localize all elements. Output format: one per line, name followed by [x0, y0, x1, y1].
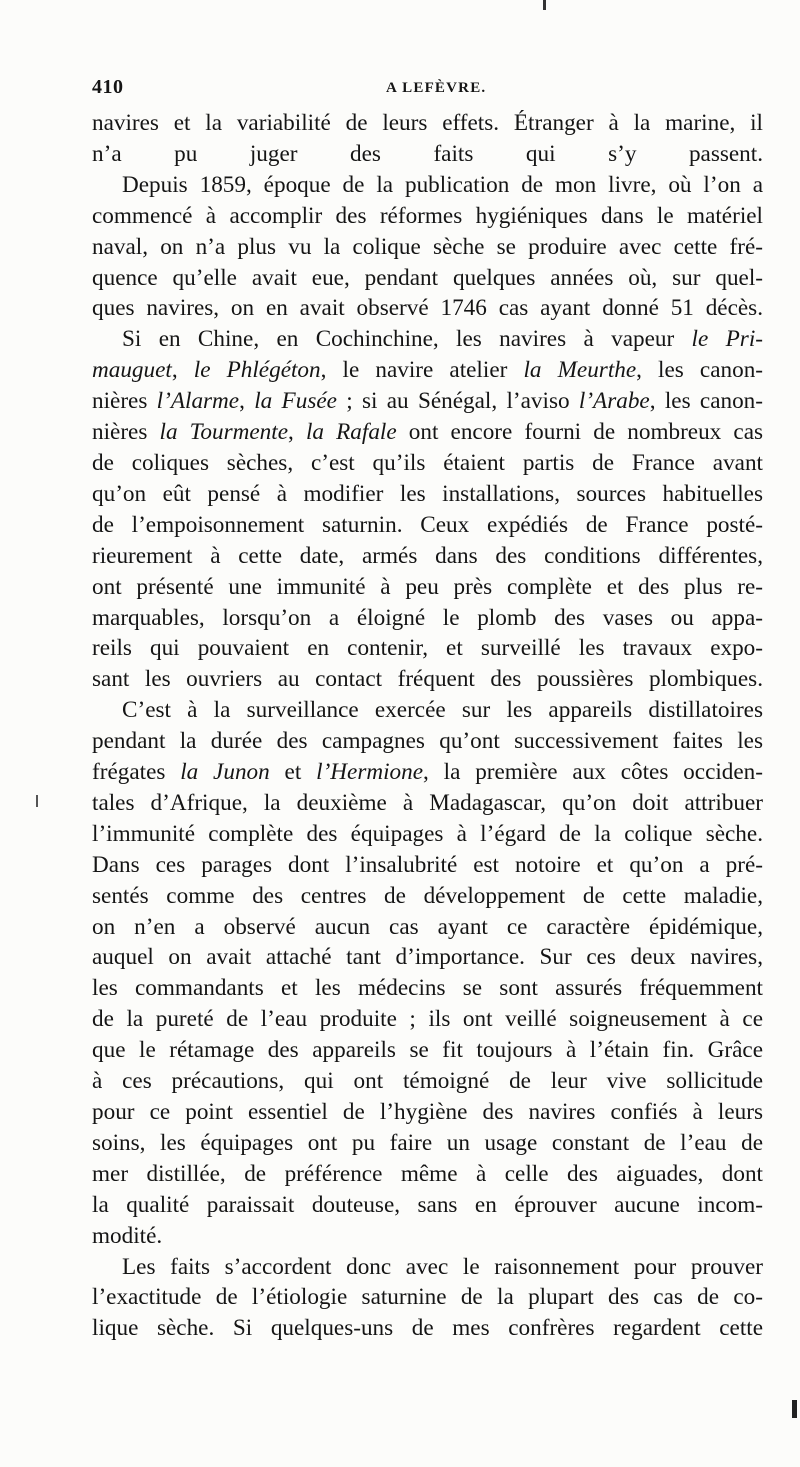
text-line [92, 603, 763, 634]
text-line [92, 479, 763, 510]
text-segment: Dans ces parages dont l’insalubrité est notoire et qu’on a pré- [92, 851, 763, 878]
text-line [92, 850, 763, 881]
text-segment: on n’en a observé aucun cas ayant ce caractère épidémique, [92, 913, 763, 940]
text-segment: reils qui pouvaient en contenir, et surveillé les travaux expo- [92, 635, 763, 662]
text-line [92, 263, 763, 294]
text-segment: sant les ouvriers au contact fréquent des poussières plombiques. [92, 666, 763, 693]
text-line [92, 757, 763, 788]
text-line [92, 819, 763, 850]
text-line [92, 170, 763, 201]
text-line [92, 1097, 763, 1128]
text-line [92, 1282, 763, 1313]
corner-mark [792, 1400, 797, 1418]
italic-ship-name: mauguet [92, 357, 172, 384]
text-segment: la qualité paraissait douteuse, sans en éprouver aucune incom- [92, 1191, 763, 1218]
text-segment: , [171, 357, 194, 384]
text-segment: soins, les équipages ont pu faire un usage constant de l’eau de [92, 1129, 763, 1156]
italic-ship-name: la Meurthe [523, 357, 637, 384]
text-line [92, 324, 763, 355]
text-segment: , [239, 388, 255, 415]
text-segment: modité. [92, 1222, 163, 1249]
text-line [92, 572, 763, 603]
text-line [92, 881, 763, 912]
page-edge-mark [543, 0, 546, 10]
text-segment: l’exactitude de l’étiologie saturnine de la plupart des cas de co- [92, 1284, 763, 1311]
text-segment: lique sèche. Si quelques-uns de mes confrères regardent cette [92, 1315, 763, 1342]
body-text [92, 108, 763, 1344]
text-segment: Depuis 1859, époque de la publication de mon livre, où l’on a [122, 171, 763, 198]
text-line [92, 108, 763, 139]
italic-ship-name: l’Arabe [578, 388, 650, 415]
text-line [92, 1004, 763, 1035]
italic-ship-name: la Rafale [305, 419, 397, 446]
text-line [92, 1221, 763, 1252]
text-line [92, 355, 763, 386]
text-line [92, 726, 763, 757]
text-segment: commencé à accomplir des réformes hygiéniques dans le matériel [92, 202, 763, 229]
page-header [92, 76, 754, 102]
text-segment: C’est à la surveillance exercée sur les appareils distillatoires [122, 697, 763, 724]
text-segment: les commandants et les médecins se sont assurés fréquemment [92, 975, 763, 1002]
text-line [92, 139, 763, 170]
text-segment: pour ce point essentiel de l’hygiène des navires confiés à leurs [92, 1099, 763, 1125]
text-segment: mer distillée, de préférence même à celle des aiguades, dont [92, 1160, 763, 1187]
text-line [92, 1252, 763, 1283]
text-line [92, 541, 763, 572]
italic-ship-name: la Junon [180, 759, 270, 786]
text-segment: de coliques sèches, c’est qu’ils étaient partis de France avant [92, 449, 763, 476]
text-segment: n’a pu juger des faits qui s’y passent. [92, 140, 763, 167]
running-head: A LEFÈVRE. [386, 80, 487, 96]
text-segment: tales d’Afrique, la deuxième à Madagascar, qu’on doit attribuer [92, 789, 763, 816]
text-segment: de la pureté de l’eau produite ; ils ont veillé soigneusement à ce [92, 1006, 763, 1033]
text-line [92, 232, 763, 263]
page-number: 410 [92, 76, 124, 98]
text-line [92, 386, 763, 417]
italic-ship-name: l’Alarme [156, 388, 240, 415]
italic-ship-name: le Pri- [691, 326, 763, 353]
text-segment: pendant la durée des campagnes qu’ont successivement faites les [92, 728, 763, 755]
text-line [92, 448, 763, 479]
text-segment: , les canon- [649, 388, 763, 415]
text-line [92, 942, 763, 973]
text-line [92, 973, 763, 1004]
text-line [92, 1128, 763, 1159]
italic-ship-name: la Fusée [254, 388, 337, 415]
text-segment: à ces précautions, qui ont témoigné de leur vive sollicitude [92, 1068, 763, 1095]
text-segment: et [269, 759, 317, 786]
text-segment: , la première aux côtes occiden- [423, 759, 763, 786]
text-segment: nières [92, 419, 160, 446]
text-line [92, 510, 763, 541]
text-line [92, 912, 763, 943]
text-line [92, 1066, 763, 1097]
text-line [92, 695, 763, 726]
text-segment: Si en Chine, en Cochinchine, les navires à vapeur [122, 326, 692, 353]
text-line [92, 788, 763, 819]
text-segment: quence qu’elle avait eue, pendant quelques années où, sur quel- [92, 264, 763, 291]
text-segment: l’immunité complète des équipages à l’égard de la colique sèche. [92, 820, 763, 847]
text-segment: que le rétamage des appareils se fit toujours à l’étain fin. Grâce [92, 1037, 763, 1064]
text-segment: ont présenté une immunité à peu près complète et des plus re- [92, 573, 763, 600]
text-segment: ques navires, on en avait observé 1746 cas ayant donné 51 décès. [92, 295, 763, 322]
text-segment: ont encore fourni de nombreux cas [396, 419, 763, 446]
text-segment: navires et la variabilité de leurs effets. Étranger à la marine, il [92, 110, 763, 136]
text-line [92, 417, 763, 448]
text-segment: marquables, lorsqu’on a éloigné le plomb des vases ou appa- [92, 604, 763, 631]
text-segment: Les faits s’accordent donc avec le raisonnement pour prouver [122, 1253, 763, 1280]
text-segment: frégates [92, 759, 181, 786]
text-segment: auquel on avait attaché tant d’importance. Sur ces deux navires, [92, 944, 763, 971]
text-segment: , les canon- [636, 357, 763, 384]
text-line [92, 201, 763, 232]
text-segment: nières [92, 388, 157, 415]
text-segment: rieurement à cette date, armés dans des conditions différentes, [92, 542, 763, 569]
italic-ship-name: la Tourmente [159, 419, 289, 446]
text-segment: ; si au Sénégal, l’aviso [336, 388, 579, 415]
margin-mark [36, 795, 38, 807]
text-segment: naval, on n’a plus vu la colique sèche se produire avec cette fré- [92, 233, 763, 260]
text-line [92, 1190, 763, 1221]
italic-ship-name: l’Hermione [316, 759, 424, 786]
text-line [92, 293, 763, 324]
text-line [92, 1035, 763, 1066]
text-segment: de l’empoisonnement saturnin. Ceux expédiés de France posté- [92, 511, 763, 538]
text-segment: sentés comme des centres de développement de cette maladie, [92, 882, 763, 909]
text-line [92, 664, 763, 695]
text-segment: , le navire atelier [320, 357, 524, 384]
text-segment: qu’on eût pensé à modifier les installations, sources habituelles [92, 480, 763, 507]
text-line [92, 1313, 763, 1344]
text-line [92, 633, 763, 664]
italic-ship-name: le Phlégéton [193, 357, 321, 384]
text-segment: , [288, 419, 306, 446]
text-line [92, 1159, 763, 1190]
